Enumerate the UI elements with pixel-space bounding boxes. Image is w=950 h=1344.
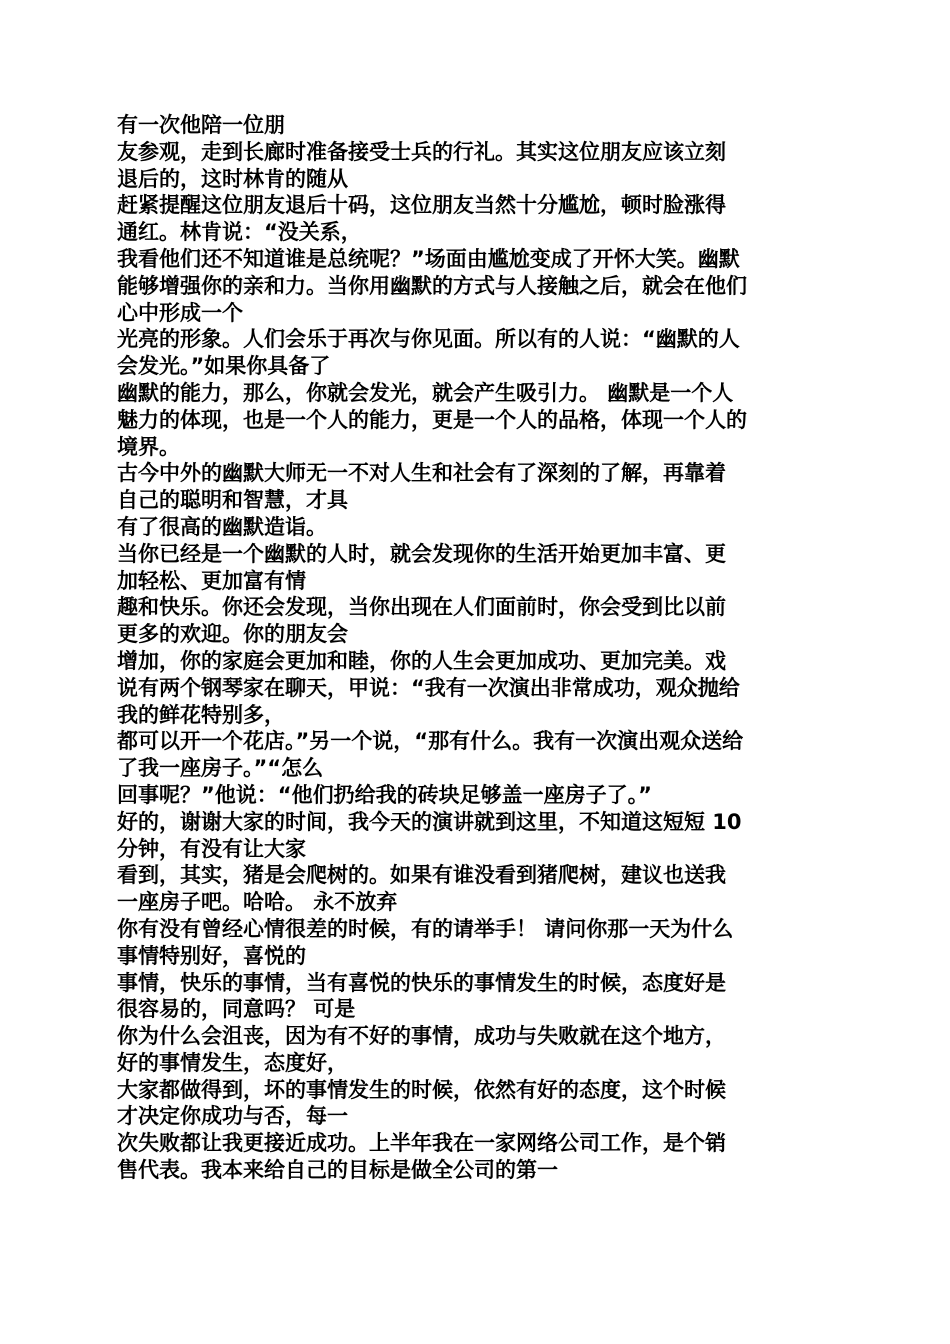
text-line: 趣和快乐。你还会发现，当你出现在人们面前时，你会受到比以前: [117, 595, 726, 620]
text-line: 了我一座房子。”“怎么: [117, 756, 324, 781]
text-line: 境界。: [117, 434, 180, 459]
text-line: 有了很高的幽默造诣。: [117, 514, 327, 539]
text-line: 售代表。我本来给自己的目标是做全公司的第一: [117, 1158, 558, 1183]
text-line: 增加，你的家庭会更加和睦，你的人生会更加成功、更加完美。戏: [117, 648, 726, 673]
text-line: 古今中外的幽默大师无一不对人生和社会有了深刻的了解，再靠着: [117, 461, 726, 486]
text-line: 赶紧提醒这位朋友退后十码，这位朋友当然十分尴尬，顿时脸涨得: [117, 193, 726, 218]
text-line: 心中形成一个: [117, 300, 243, 325]
text-line: 回事呢？”他说：“他们扔给我的砖块足够盖一座房子了。”: [117, 782, 652, 807]
text-line: 当你已经是一个幽默的人时，就会发现你的生活开始更加丰富、更: [117, 541, 726, 566]
text-line: 你有没有曾经心情很差的时候，有的请举手！ 请问你那一天为什么: [117, 916, 734, 941]
text-line: 事情特别好，喜悦的: [117, 943, 306, 968]
text-line: 能够增强你的亲和力。当你用幽默的方式与人接触之后，就会在他们: [117, 273, 747, 298]
text-line: 好的，谢谢大家的时间，我今天的演讲就到这里，不知道这短短 10: [117, 809, 742, 834]
text-line: 会发光。”如果你具备了: [117, 354, 331, 379]
text-line: 友参观，走到长廊时准备接受士兵的行礼。其实这位朋友应该立刻: [117, 139, 726, 164]
text-line: 事情，快乐的事情，当有喜悦的快乐的事情发生的时候，态度好是: [117, 970, 726, 995]
text-line: 看到，其实，猪是会爬树的。如果有谁没看到猪爬树，建议也送我: [117, 863, 726, 888]
text-line: 有一次他陪一位朋: [117, 113, 285, 137]
text-line: 才决定你成功与否，每一: [117, 1104, 348, 1129]
text-line: 次失败都让我更接近成功。上半年我在一家网络公司工作，是个销: [117, 1131, 726, 1156]
text-line: 自己的聪明和智慧，才具: [117, 488, 348, 513]
text-line: 你为什么会沮丧，因为有不好的事情，成功与失败就在这个地方，: [117, 1024, 726, 1049]
text-line: 幽默的能力，那么，你就会发光，就会产生吸引力。 幽默是一个人: [117, 380, 734, 405]
text-line: 说有两个钢琴家在聊天，甲说：“我有一次演出非常成功，观众抛给: [117, 675, 740, 700]
text-line: 我看他们还不知道谁是总统呢？”场面由尴尬变成了开怀大笑。幽默: [117, 246, 740, 271]
text-line: 魅力的体现，也是一个人的能力，更是一个人的品格，体现一个人的: [117, 407, 747, 432]
text-line: 更多的欢迎。你的朋友会: [117, 622, 348, 647]
text-line: 一座房子吧。哈哈。 永不放弃: [117, 890, 398, 915]
text-line: 好的事情发生，态度好，: [117, 1050, 348, 1075]
text-line: 通红。林肯说：“没关系，: [117, 220, 362, 245]
text-line: 光亮的形象。人们会乐于再次与你见面。所以有的人说：“幽默的人: [117, 327, 740, 352]
text-line: 加轻松、更加富有情: [117, 568, 306, 593]
text-line: 都可以开一个花店。”另一个说，“那有什么。我有一次演出观众送给: [117, 729, 744, 754]
text-line: 我的鲜花特别多，: [117, 702, 285, 727]
document-body: [117, 112, 839, 1184]
text-line: 退后的，这时林肯的随从: [117, 166, 348, 191]
text-line: 分钟，有没有让大家: [117, 836, 306, 861]
text-line: 很容易的，同意吗？ 可是: [117, 997, 356, 1022]
text-line: 大家都做得到，坏的事情发生的时候，依然有好的态度，这个时候: [117, 1077, 726, 1102]
